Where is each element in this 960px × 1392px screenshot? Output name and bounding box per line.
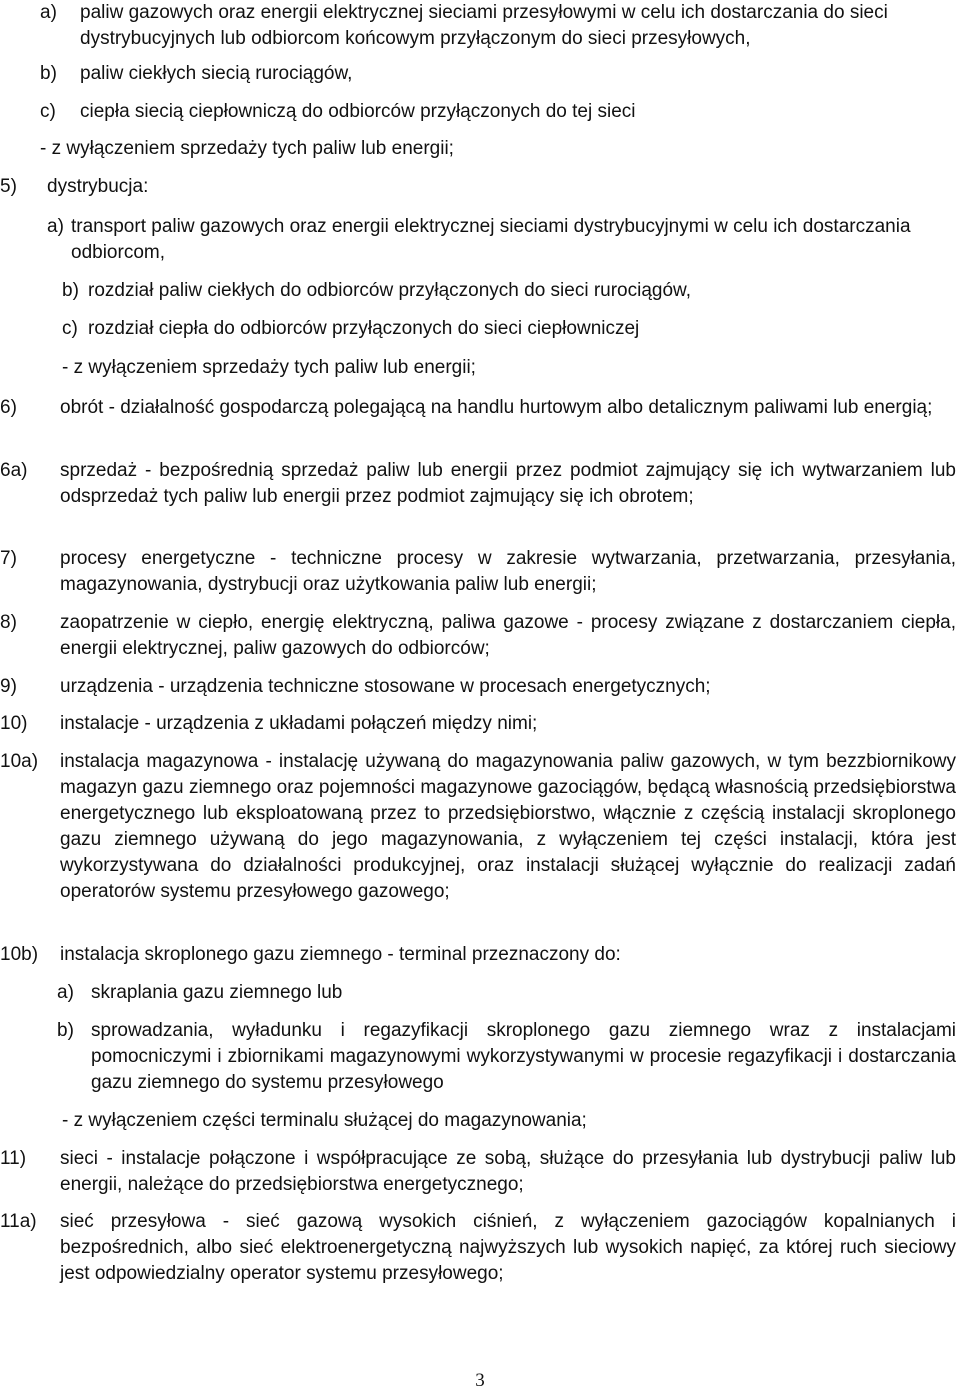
item-text: sprzedaż - bezpośrednią sprzedaż paliw lub energii przez podmiot zajmujący się ich wytwarzaniem lub odsprzedaż tych paliw lub energii przez podmiot zajmujący się ich obrotem; xyxy=(60,460,956,507)
item-number: a) xyxy=(40,2,57,23)
list-item-4b xyxy=(40,61,956,87)
item-text: paliw gazowych oraz energii elektrycznej sieciami przesyłowymi w celu ich dostarczania do sieci dystrybucyjnych lub odbiorcom końcowym przyłączonym do sieci przesyłowych, xyxy=(80,2,888,49)
list-item-5c xyxy=(62,316,956,342)
item-number: 8) xyxy=(0,612,17,633)
item-number: 9) xyxy=(0,676,17,697)
item-number: 10a) xyxy=(0,751,39,772)
item-number: 11) xyxy=(0,1148,27,1169)
list-item-7 xyxy=(0,546,956,598)
item-number: c) xyxy=(40,101,56,122)
item-text: urządzenia - urządzenia techniczne stosowane w procesach energetycznych; xyxy=(60,676,711,697)
item-number: 7) xyxy=(0,548,17,569)
list-item-5a xyxy=(47,214,956,266)
list-item-6a xyxy=(0,458,956,510)
item-number: 6) xyxy=(0,397,17,418)
list-item-10b-a xyxy=(57,980,956,1006)
item-text: skraplania gazu ziemnego lub xyxy=(91,982,343,1003)
list-item-5 xyxy=(0,174,956,200)
item-text: obrót - działalność gospodarczą polegającą na handlu hurtowym albo detalicznym paliwami lub energią; xyxy=(60,397,933,418)
list-item-9 xyxy=(0,674,956,700)
item-number: 5) xyxy=(0,176,17,197)
list-item-11a xyxy=(0,1209,956,1287)
list-item-10 xyxy=(0,711,956,737)
item-text: procesy energetyczne - techniczne procesy w zakresie wytwarzania, przetwarzania, przesyłania, magazynowania, dystrybucji oraz użytkowania paliw lub energii; xyxy=(60,548,956,595)
item-number: 6a) xyxy=(0,460,28,481)
list-item-6 xyxy=(0,395,956,421)
item-number: 10) xyxy=(0,713,28,734)
exclusion-note: - z wyłączeniem części terminalu służącej do magazynowania; xyxy=(62,1110,587,1131)
exclusion-note: - z wyłączeniem sprzedaży tych paliw lub energii; xyxy=(40,138,454,159)
list-item-8 xyxy=(0,610,956,662)
item-number: c) xyxy=(62,318,78,339)
item-text: sieć przesyłowa - sieć gazową wysokich ciśnień, z wyłączeniem gazociągów kopalnianych i bezpośrednich, albo sieć elektroenergetyczną najwyższych lub wysokich napięć, za której ruch sieciowy jest odpowiedzialny operator systemu przesyłowego; xyxy=(60,1211,956,1284)
item-number: b) xyxy=(40,63,57,84)
item-text: sprowadzania, wyładunku i regazyfikacji skroplonego gazu ziemnego wraz z instalacjami pomocniczymi i zbiornikami magazynowymi wykorzystywanymi w procesie regazyfikacji i dostarczania gazu ziemnego do systemu przesyłowego xyxy=(91,1020,956,1093)
item-number: a) xyxy=(47,216,64,237)
list-item-5b xyxy=(62,278,956,304)
item-text: ciepła siecią ciepłowniczą do odbiorców przyłączonych do tej sieci xyxy=(80,101,636,122)
item-text: rozdział ciepła do odbiorców przyłączonych do sieci ciepłowniczej xyxy=(88,318,640,339)
list-item-4c xyxy=(40,99,956,125)
exclusion-note: - z wyłączeniem sprzedaży tych paliw lub energii; xyxy=(62,357,476,378)
item-number: 10b) xyxy=(0,944,39,965)
item-text: paliw ciekłych siecią rurociągów, xyxy=(80,63,353,84)
item-text: instalacje - urządzenia z układami połączeń między nimi; xyxy=(60,713,538,734)
list-item-10b xyxy=(0,942,956,968)
item-number: a) xyxy=(57,982,74,1003)
item-number: 11a) xyxy=(0,1211,37,1232)
item-number: b) xyxy=(62,280,79,301)
item-number: b) xyxy=(57,1020,74,1041)
list-item-10b-b xyxy=(57,1018,956,1096)
item-text: zaopatrzenie w ciepło, energię elektryczną, paliwa gazowe - procesy związane z dostarczaniem ciepła, energii elektrycznej, paliw gazowych do odbiorców; xyxy=(60,612,956,659)
list-item-11 xyxy=(0,1146,956,1198)
list-item-10a xyxy=(0,749,956,905)
item-text: instalacja magazynowa - instalację używaną do magazynowania paliw gazowych, w tym bezzbiornikowy magazyn gazu ziemnego oraz pojemności magazynowe gazociągów, będącą własnością przedsiębiorstwa energetycznego lub eksploatowaną przez to przedsiębiorstwo, włącznie z częścią instalacji skroplonego gazu ziemnego używaną do jego magazynowania, z wyłączeniem tej części instalacji, która jest wykorzystywana do działalności produkcyjnej, oraz instalacji służącej wyłącznie do realizacji zadań operatorów systemu przesyłowego gazowego; xyxy=(60,751,956,902)
item-text: instalacja skroplonego gazu ziemnego - terminal przeznaczony do: xyxy=(60,944,621,965)
item-text: dystrybucja: xyxy=(47,176,149,197)
item-text: rozdział paliw ciekłych do odbiorców przyłączonych do sieci rurociągów, xyxy=(88,280,691,301)
item-text: sieci - instalacje połączone i współpracujące ze sobą, służące do przesyłania lub dystrybucji paliw lub energii, należące do przedsiębiorstwa energetycznego; xyxy=(60,1148,956,1195)
item-text: transport paliw gazowych oraz energii elektrycznej sieciami dystrybucyjnymi w celu ich dostarczania odbiorcom, xyxy=(71,216,911,263)
list-item-4a xyxy=(40,0,956,52)
page-number: 3 xyxy=(475,1370,485,1391)
